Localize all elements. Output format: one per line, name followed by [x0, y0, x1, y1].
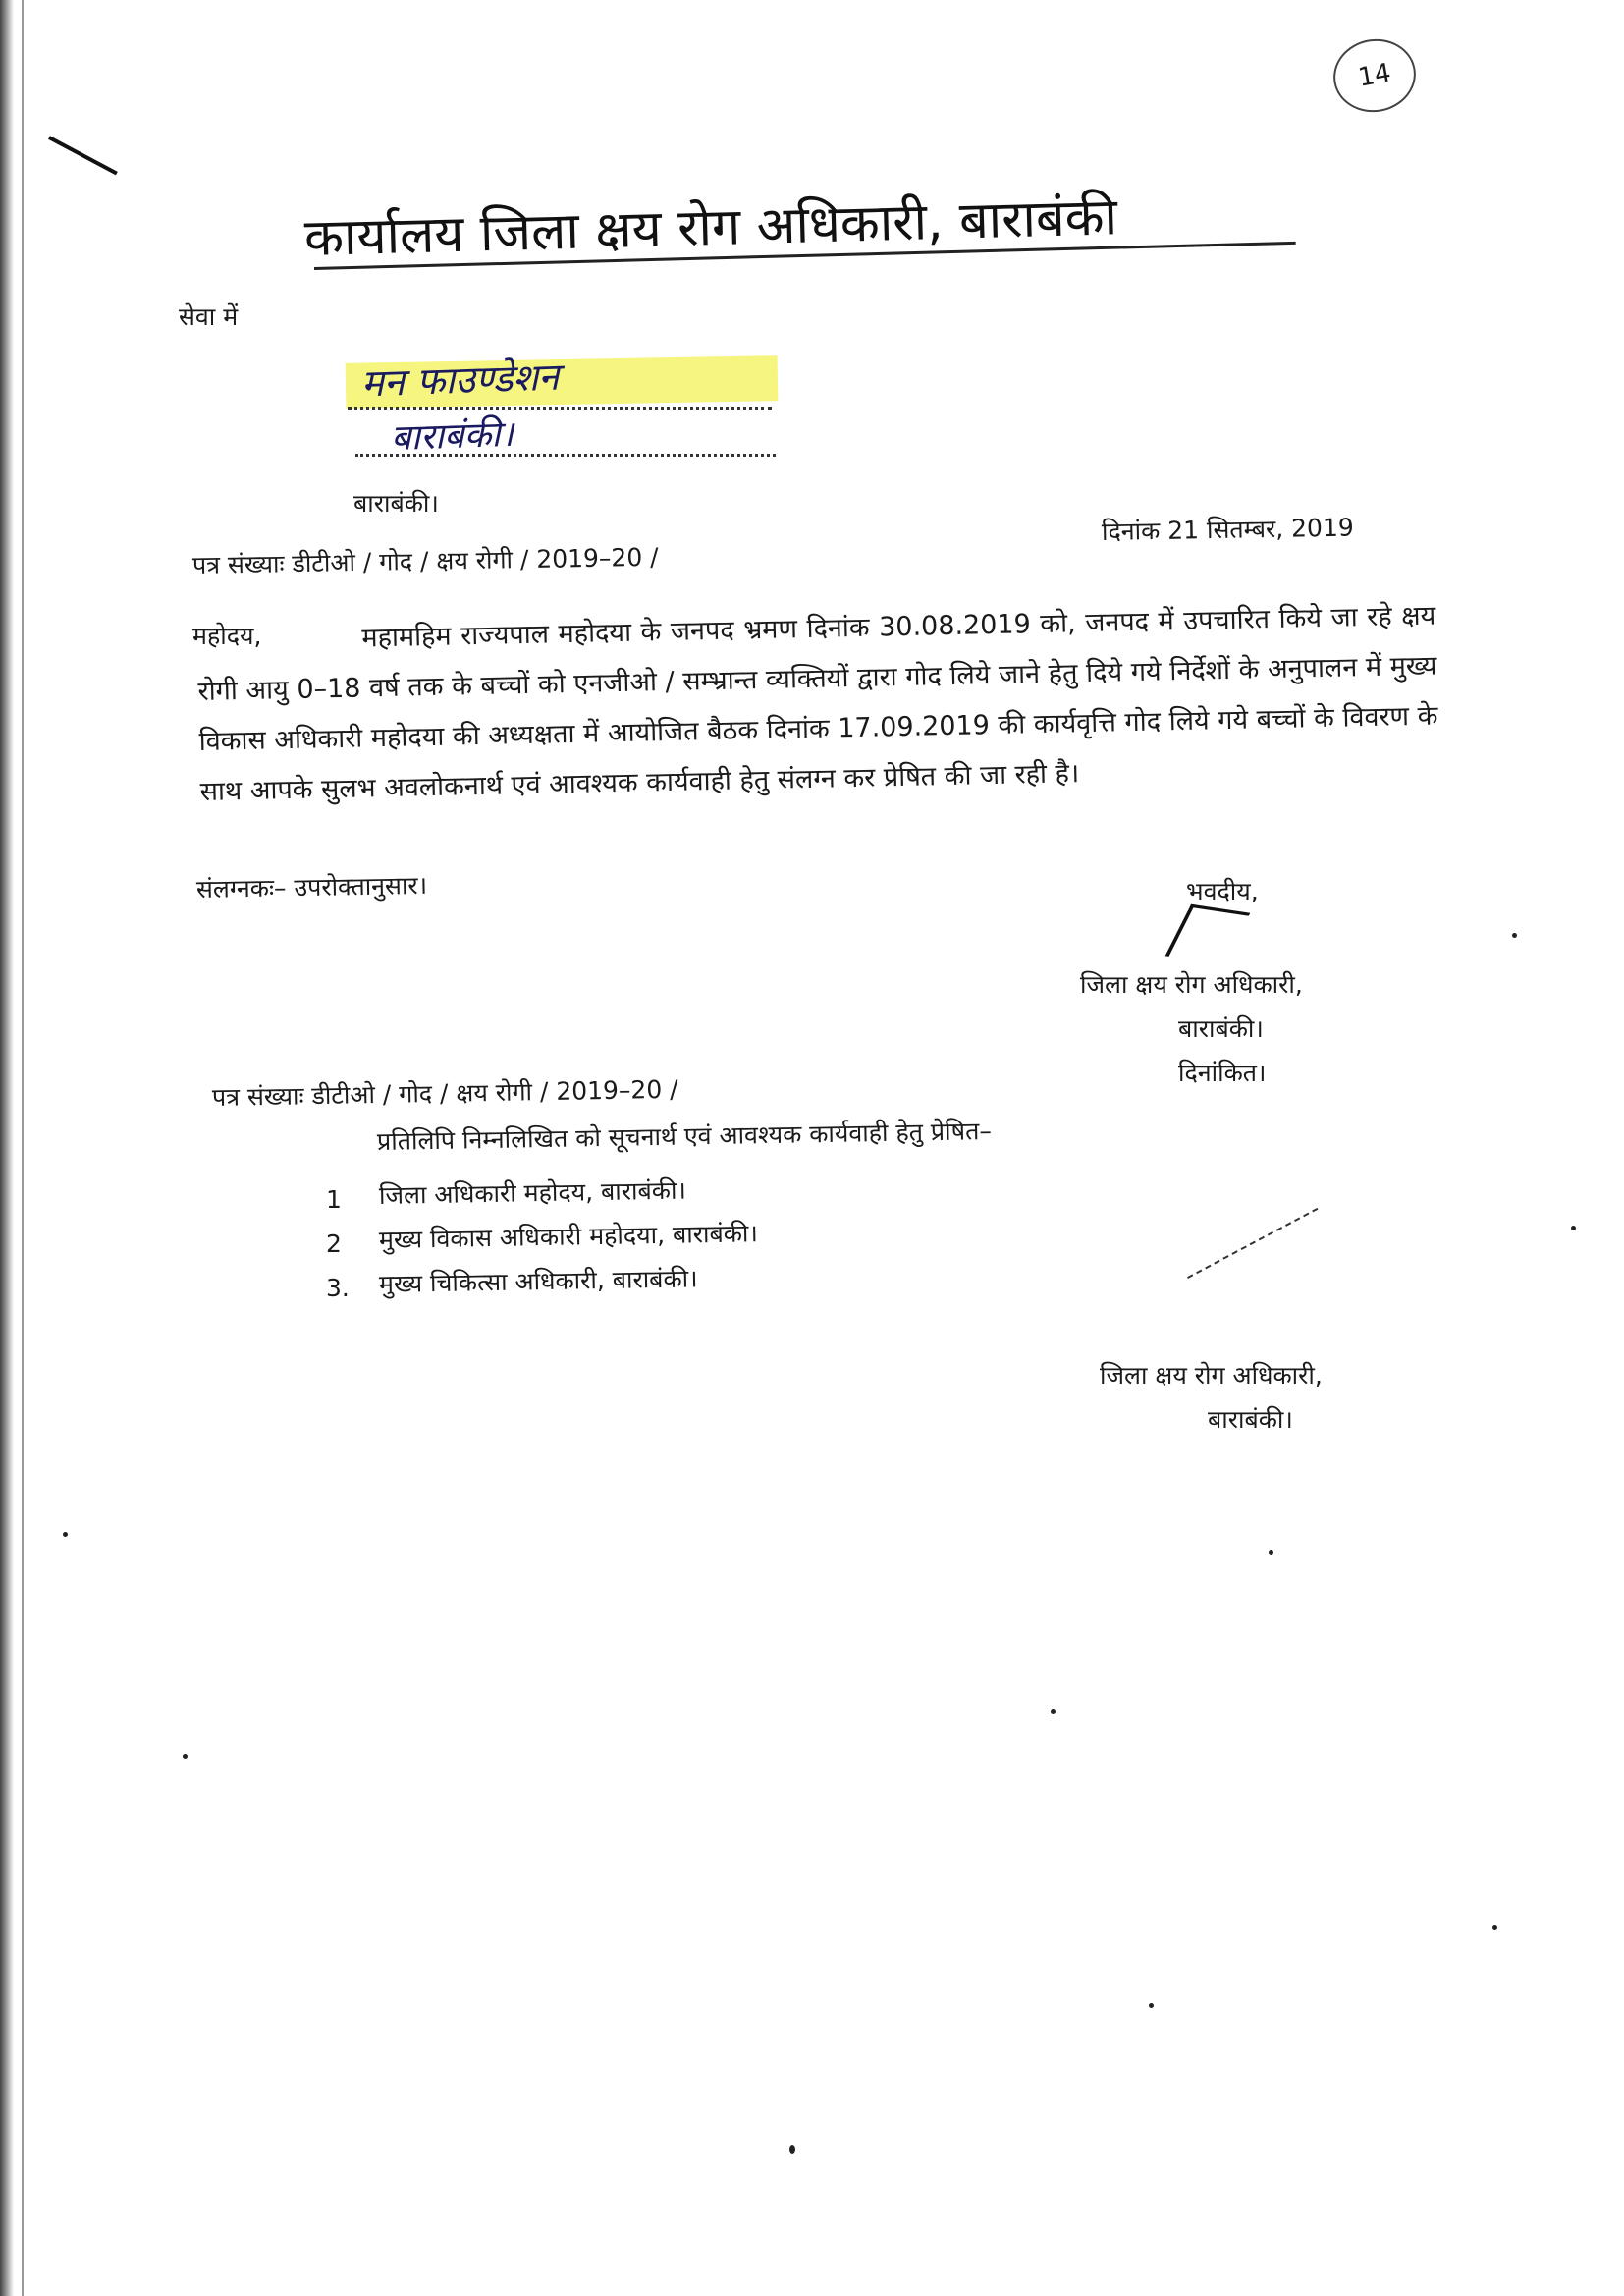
signature-stroke: [1187, 1208, 1319, 1281]
signature-scrawl: [1165, 904, 1251, 964]
scan-speck: [63, 1532, 68, 1537]
to-label: सेवा में: [179, 302, 239, 331]
scan-speck: [1269, 1550, 1273, 1555]
scan-edge: [0, 0, 14, 2296]
copy-item-1: जिला अधिकारी महोदय, बाराबंकी।: [378, 1175, 687, 1210]
signer-dated: दिनांकित।: [1178, 1059, 1267, 1087]
scan-speck: [1051, 1709, 1056, 1714]
letter-body: [196, 591, 1439, 817]
copy-item-num-3: 3.: [326, 1274, 350, 1302]
page-number-mark: 14: [1327, 32, 1422, 118]
handwritten-place: बाराबंकी।: [390, 413, 514, 460]
scan-speck: [1571, 1226, 1576, 1230]
dotted-line-2: [355, 454, 776, 457]
letter-number: पत्र संख्याः डीटीओ / गोद / क्षय रोगी / 2019–20 /: [191, 542, 659, 579]
place-line: बाराबंकी।: [353, 489, 439, 518]
copy-item-3: मुख्य चिकित्सा अधिकारी, बाराबंकी।: [378, 1264, 698, 1298]
copy-item-2: मुख्य विकास अधिकारी महोदया, बाराबंकी।: [378, 1219, 759, 1254]
scan-speck: [1512, 933, 1517, 938]
scan-speck: [1149, 2003, 1154, 2008]
enclosure-line: संलग्नकः– उपरोक्तानुसार।: [195, 870, 428, 903]
handwritten-recipient: मन फाउण्डेशन: [360, 355, 560, 406]
final-place: बाराबंकी।: [1208, 1405, 1293, 1434]
copy-item-num-2: 2: [326, 1230, 342, 1258]
signer-place: बाराबंकी।: [1178, 1014, 1264, 1043]
scan-speck: [1492, 1925, 1497, 1930]
dotted-line-1: [348, 407, 772, 410]
letter-date: दिनांक 21 सितम्बर, 2019: [1101, 513, 1355, 546]
office-heading: कार्यालय जिला क्षय रोग अधिकारी, बाराबंकी: [303, 188, 1118, 268]
signer-designation: जिला क्षय रोग अधिकारी,: [1080, 970, 1303, 999]
scan-edge-line: [22, 0, 24, 2296]
scan-speck: [183, 1754, 188, 1759]
letter-body-text: महामहिम राज्यपाल महोदया के जनपद भ्रमण दिनांक 30.08.2019 को, जनपद में उपचारित किये जा रहे क्षय रोगी आयु 0–18 वर्ष तक के बच्चों को एनजीओ / सम्भ्रान्त व्यक्तियों द्वारा गोद लिये जाने हेतु दिये गये निर्देशों के अनुपालन में मुख्य विकास अधिकारी महोदया की अध्यक्षता में आयोजित बैठक दिनांक 17.09.2019 की कार्यवृत्ति गोद लिये गये बच्चों के विवरण के साथ आपके सुलभ अवलोकनार्थ एवं आवश्यक कार्यवाही हेतु संलग्न कर प्रेषित की जा रही है।: [197, 600, 1438, 807]
scan-speck: [789, 2145, 795, 2154]
final-designation: जिला क्षय रोग अधिकारी,: [1100, 1361, 1323, 1390]
copy-intro: प्रतिलिपि निम्नलिखित को सूचनार्थ एवं आवश्यक कार्यवाही हेतु प्रेषित–: [376, 1117, 993, 1156]
pen-stroke-mark: [48, 136, 118, 175]
copy-letter-number: पत्र संख्याः डीटीओ / गोद / क्षय रोगी / 2019–20 /: [211, 1074, 678, 1112]
salutation: महोदय,: [192, 622, 262, 650]
closing: भवदीय,: [1186, 877, 1259, 905]
copy-item-num-1: 1: [326, 1185, 342, 1214]
